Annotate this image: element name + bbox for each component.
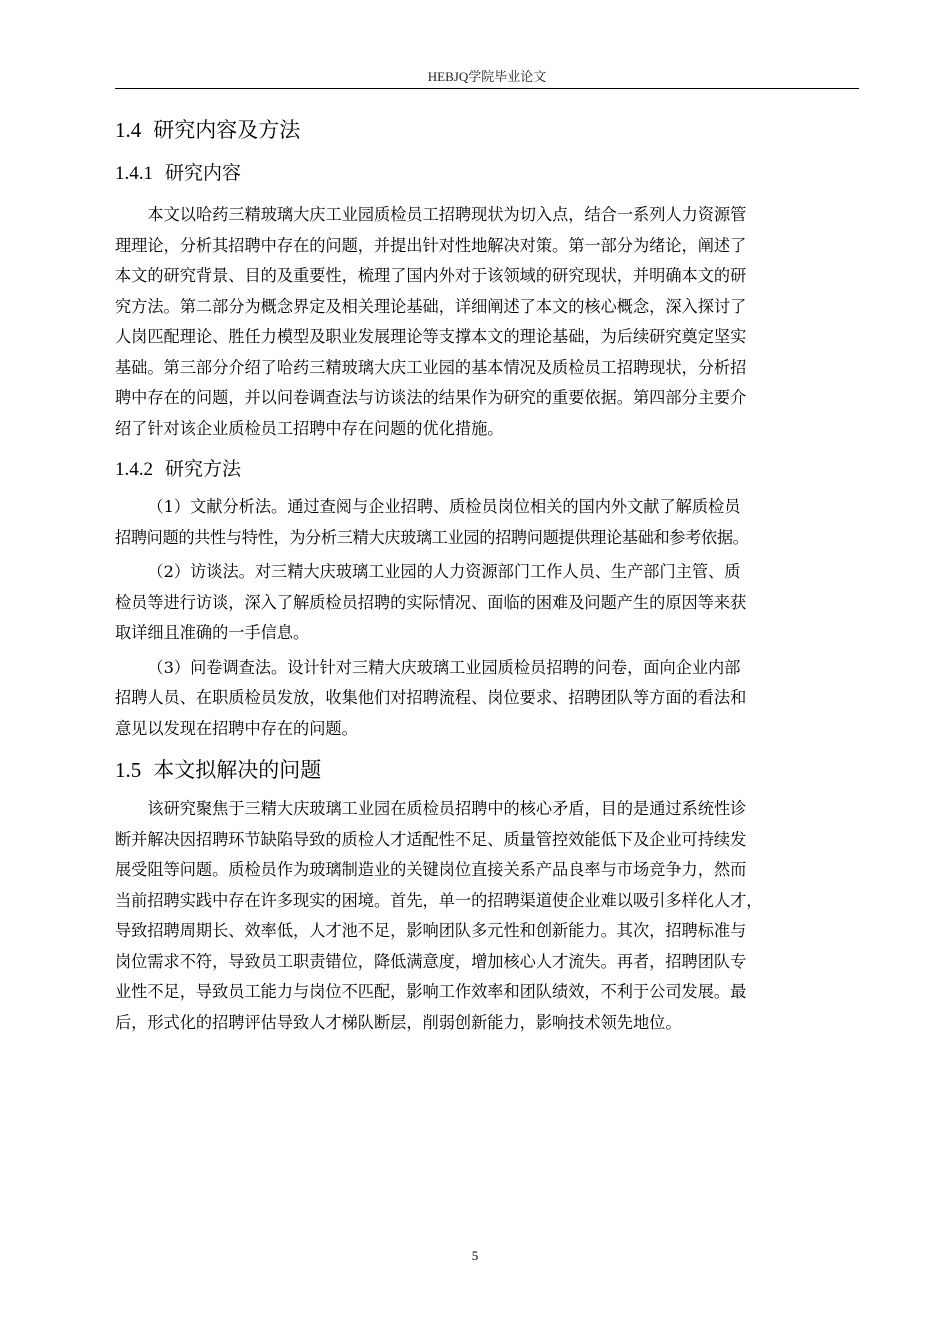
heading-number: 1.4.2 xyxy=(115,459,153,480)
text-line: 意见以发现在招聘中存在的问题。 xyxy=(115,718,358,738)
text-line: 当前招聘实践中存在许多现实的困境。首先，单一的招聘渠道使企业难以吸引多样化人才， xyxy=(115,890,763,910)
text-line: （1）文献分析法。通过查阅与企业招聘、质检员岗位相关的国内外文献了解质检员 xyxy=(147,497,741,516)
paragraph-problems xyxy=(115,794,863,1038)
heading-text: 研究内容及方法 xyxy=(153,118,301,142)
text-line: 后，形式化的招聘评估导致人才梯队断层，削弱创新能力，影响技术领先地位。 xyxy=(115,1012,682,1032)
heading-number: 1.4.1 xyxy=(115,163,153,184)
paragraph-method-interview xyxy=(115,557,863,649)
text-line: （2）访谈法。对三精大庆玻璃工业园的人力资源部门工作人员、生产部门主管、质 xyxy=(147,562,741,581)
page-number: 5 xyxy=(471,1248,479,1263)
paragraph-research-content xyxy=(115,200,863,444)
text-line: 究方法。第二部分为概念界定及相关理论基础，详细阐述了本文的核心概念，深入探讨了 xyxy=(115,296,747,316)
text-line: 基础。第三部分介绍了哈药三精玻璃大庆工业园的基本情况及质检员工招聘现状，分析招 xyxy=(115,357,747,377)
paragraph-method-literature xyxy=(115,492,863,553)
text-line: 理理论，分析其招聘中存在的问题，并提出针对性地解决对策。第一部分为绪论，阐述了 xyxy=(115,235,747,255)
heading-text: 研究内容 xyxy=(165,162,242,184)
text-line: 岗位需求不符，导致员工职责错位，降低满意度，增加核心人才流失。再者，招聘团队专 xyxy=(115,951,747,971)
text-line: 本文的研究背景、目的及重要性，梳理了国内外对于该领域的研究现状，并明确本文的研 xyxy=(115,266,747,285)
page-body xyxy=(115,110,863,1038)
paragraph-method-survey xyxy=(115,653,863,745)
text-line: 展受阻等问题。质检员作为玻璃制造业的关键岗位直接关系产品良率与市场竞争力，然而 xyxy=(115,860,747,879)
heading-1-4 xyxy=(115,110,863,150)
text-line: 聘中存在的问题，并以问卷调查法与访谈法的结果作为研究的重要依据。第四部分主要介 xyxy=(115,388,747,407)
text-line: 招聘人员、在职质检员发放，收集他们对招聘流程、岗位要求、招聘团队等方面的看法和 xyxy=(115,688,747,707)
heading-1-4-1 xyxy=(115,154,863,192)
text-line: （3）问卷调查法。设计针对三精大庆玻璃工业园质检员招聘的问卷，面向企业内部 xyxy=(147,657,741,677)
text-line: 检员等进行访谈，深入了解质检员招聘的实际情况、面临的困难及问题产生的原因等来获 xyxy=(115,592,747,612)
text-line: 断并解决因招聘环节缺陷导致的质检人才适配性不足、质量管控效能低下及企业可持续发 xyxy=(115,829,747,849)
text-line: 取详细且准确的一手信息。 xyxy=(115,623,310,642)
text-line: 该研究聚焦于三精大庆玻璃工业园在质检员招聘中的核心矛盾，目的是通过系统性诊 xyxy=(147,799,747,818)
text-line: 业性不足，导致员工能力与岗位不匹配，影响工作效率和团队绩效，不利于公司发展。最 xyxy=(115,982,747,1001)
heading-1-4-2 xyxy=(115,450,863,488)
text-line: 导致招聘周期长、效率低，人才池不足，影响团队多元性和创新能力。其次，招聘标准与 xyxy=(115,921,747,940)
heading-number: 1.4 xyxy=(115,118,142,142)
text-line: 招聘问题的共性与特性，为分析三精大庆玻璃工业园的招聘问题提供理论基础和参考依据。 xyxy=(115,527,749,547)
heading-text: 研究方法 xyxy=(165,458,242,480)
text-line: 绍了针对该企业质检员工招聘中存在问题的优化措施。 xyxy=(115,418,504,438)
text-line: 人岗匹配理论、胜任力模型及职业发展理论等支撑本文的理论基础，为后续研究奠定坚实 xyxy=(115,327,747,346)
text-line: 本文以哈药三精玻璃大庆工业园质检员工招聘现状为切入点，结合一系列人力资源管 xyxy=(147,205,747,224)
header-rule xyxy=(115,88,859,89)
heading-1-5 xyxy=(115,750,863,790)
heading-text: 本文拟解决的问题 xyxy=(153,758,322,782)
heading-number: 1.5 xyxy=(115,758,142,782)
running-header: HEBJQ学院毕业论文 xyxy=(427,69,547,84)
